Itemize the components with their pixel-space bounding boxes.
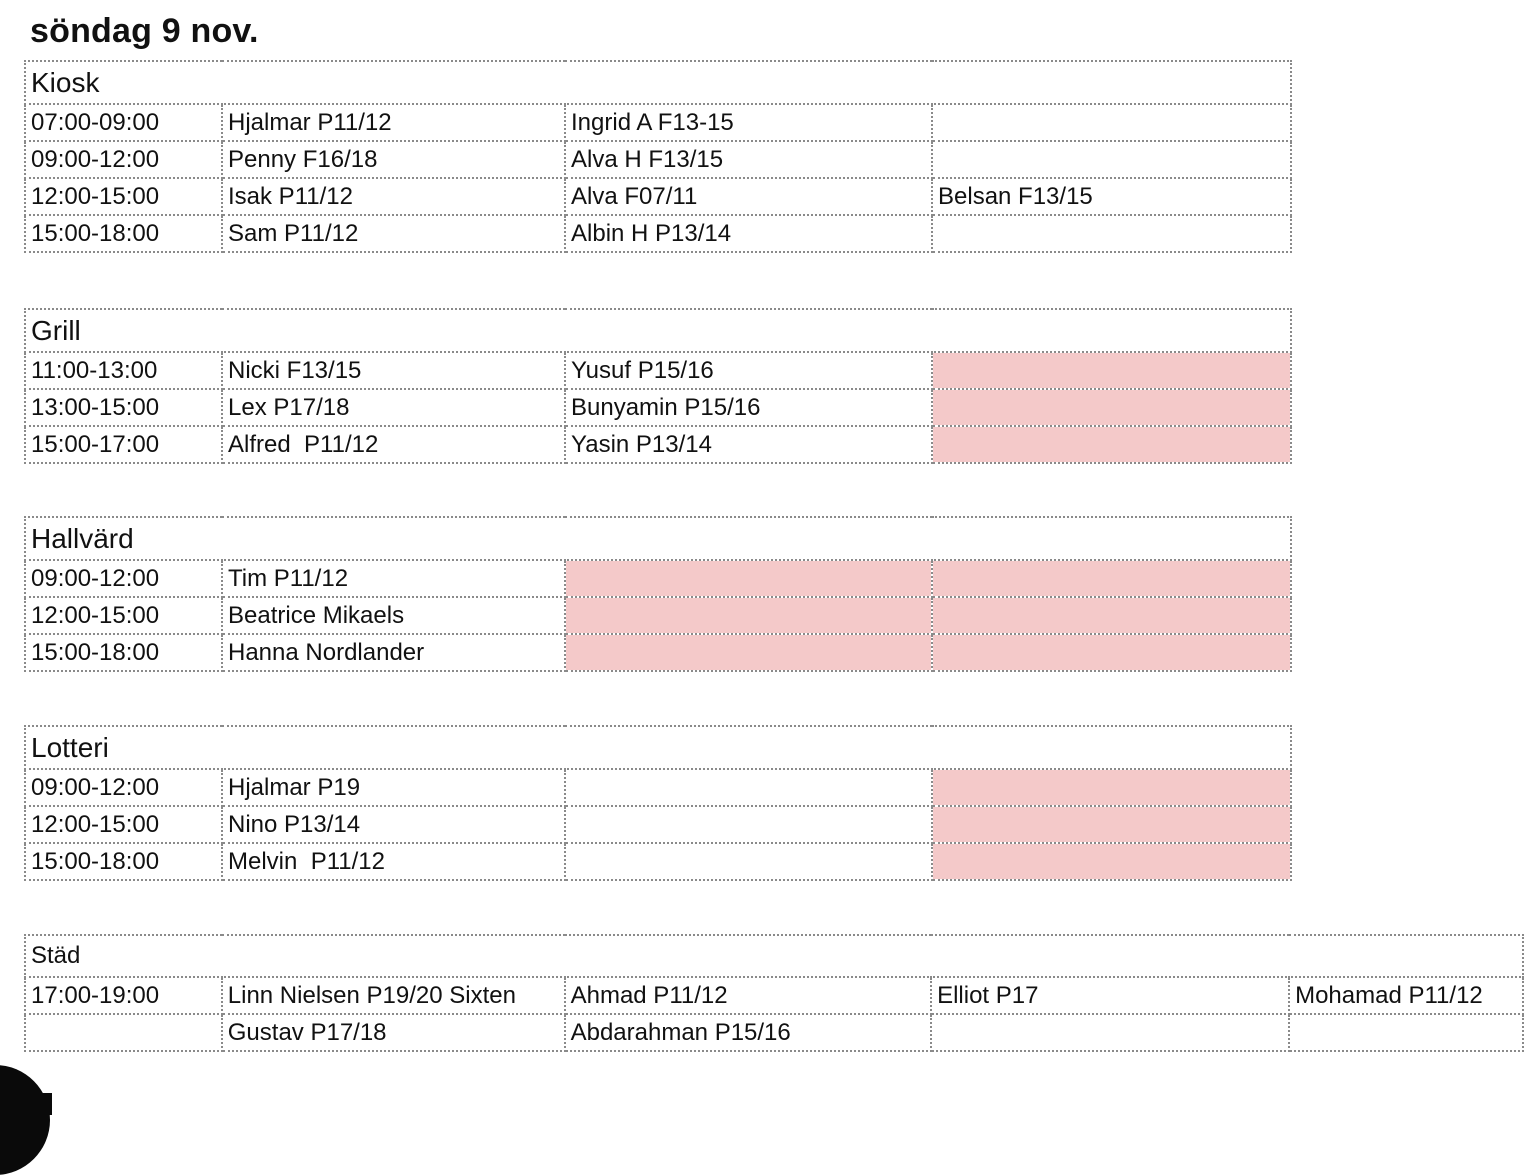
section-header-kiosk: Kiosk — [25, 61, 1291, 104]
name-cell — [932, 104, 1291, 141]
name-cell — [565, 806, 932, 843]
name-cell: Sam P11/12 — [222, 215, 565, 252]
table-row — [25, 141, 1291, 178]
name-cell: Nicki F13/15 — [222, 352, 565, 389]
name-cell: Nino P13/14 — [222, 806, 565, 843]
section-header-stad: Städ — [25, 935, 1523, 977]
table-row — [25, 104, 1291, 141]
section-header-hallvard: Hallvärd — [25, 517, 1291, 560]
time-cell: 15:00-18:00 — [25, 843, 222, 880]
name-cell: Alva H F13/15 — [565, 141, 932, 178]
unfilled-slot — [565, 597, 932, 634]
name-cell: Penny F16/18 — [222, 141, 565, 178]
unfilled-slot — [932, 426, 1291, 463]
time-cell — [25, 1014, 222, 1051]
time-cell: 15:00-17:00 — [25, 426, 222, 463]
table-row — [25, 389, 1291, 426]
name-cell: Yasin P13/14 — [565, 426, 932, 463]
unfilled-slot — [932, 597, 1291, 634]
name-cell — [931, 1014, 1289, 1051]
table-row — [25, 215, 1291, 252]
lotteri-table — [24, 725, 1292, 881]
name-cell: Gustav P17/18 — [222, 1014, 565, 1051]
name-cell: Linn Nielsen P19/20 Sixten — [222, 977, 565, 1014]
name-cell: Ahmad P11/12 — [565, 977, 931, 1014]
unfilled-slot — [932, 560, 1291, 597]
name-cell: Lex P17/18 — [222, 389, 565, 426]
name-cell: Yusuf P15/16 — [565, 352, 932, 389]
stad-table — [24, 934, 1524, 1052]
table-row — [25, 977, 1523, 1014]
section-header-grill: Grill — [25, 309, 1291, 352]
unfilled-slot — [932, 389, 1291, 426]
table-row — [25, 806, 1291, 843]
screen-corner-fill — [0, 1093, 52, 1115]
time-cell: 13:00-15:00 — [25, 389, 222, 426]
name-cell: Isak P11/12 — [222, 178, 565, 215]
page-title: söndag 9 nov. — [30, 12, 259, 50]
name-cell: Melvin P11/12 — [222, 843, 565, 880]
table-row — [25, 597, 1291, 634]
table-row — [25, 769, 1291, 806]
time-cell: 17:00-19:00 — [25, 977, 222, 1014]
unfilled-slot — [932, 843, 1291, 880]
unfilled-slot — [932, 634, 1291, 671]
name-cell: Hanna Nordlander — [222, 634, 565, 671]
time-cell: 07:00-09:00 — [25, 104, 222, 141]
screen-corner — [0, 1065, 50, 1175]
name-cell: Ingrid A F13-15 — [565, 104, 932, 141]
section-header-lotteri: Lotteri — [25, 726, 1291, 769]
name-cell: Alfred P11/12 — [222, 426, 565, 463]
time-cell: 15:00-18:00 — [25, 215, 222, 252]
name-cell: Tim P11/12 — [222, 560, 565, 597]
time-cell: 12:00-15:00 — [25, 806, 222, 843]
name-cell: Alva F07/11 — [565, 178, 932, 215]
time-cell: 11:00-13:00 — [25, 352, 222, 389]
name-cell — [565, 769, 932, 806]
unfilled-slot — [932, 806, 1291, 843]
name-cell — [932, 215, 1291, 252]
table-row — [25, 352, 1291, 389]
name-cell: Hjalmar P19 — [222, 769, 565, 806]
name-cell: Beatrice Mikaels — [222, 597, 565, 634]
time-cell: 12:00-15:00 — [25, 597, 222, 634]
unfilled-slot — [565, 634, 932, 671]
table-row — [25, 426, 1291, 463]
table-row — [25, 178, 1291, 215]
table-row — [25, 1014, 1523, 1051]
name-cell: Elliot P17 — [931, 977, 1289, 1014]
kiosk-table — [24, 60, 1292, 253]
name-cell: Abdarahman P15/16 — [565, 1014, 931, 1051]
time-cell: 12:00-15:00 — [25, 178, 222, 215]
table-row — [25, 560, 1291, 597]
name-cell: Mohamad P11/12 — [1289, 977, 1523, 1014]
unfilled-slot — [565, 560, 932, 597]
unfilled-slot — [932, 769, 1291, 806]
time-cell: 09:00-12:00 — [25, 141, 222, 178]
name-cell — [565, 843, 932, 880]
name-cell: Belsan F13/15 — [932, 178, 1291, 215]
time-cell: 09:00-12:00 — [25, 560, 222, 597]
hallvard-table — [24, 516, 1292, 672]
table-row — [25, 843, 1291, 880]
name-cell: Albin H P13/14 — [565, 215, 932, 252]
time-cell: 15:00-18:00 — [25, 634, 222, 671]
name-cell: Bunyamin P15/16 — [565, 389, 932, 426]
grill-table — [24, 308, 1292, 464]
time-cell: 09:00-12:00 — [25, 769, 222, 806]
table-row — [25, 634, 1291, 671]
name-cell — [1289, 1014, 1523, 1051]
name-cell: Hjalmar P11/12 — [222, 104, 565, 141]
name-cell — [932, 141, 1291, 178]
unfilled-slot — [932, 352, 1291, 389]
